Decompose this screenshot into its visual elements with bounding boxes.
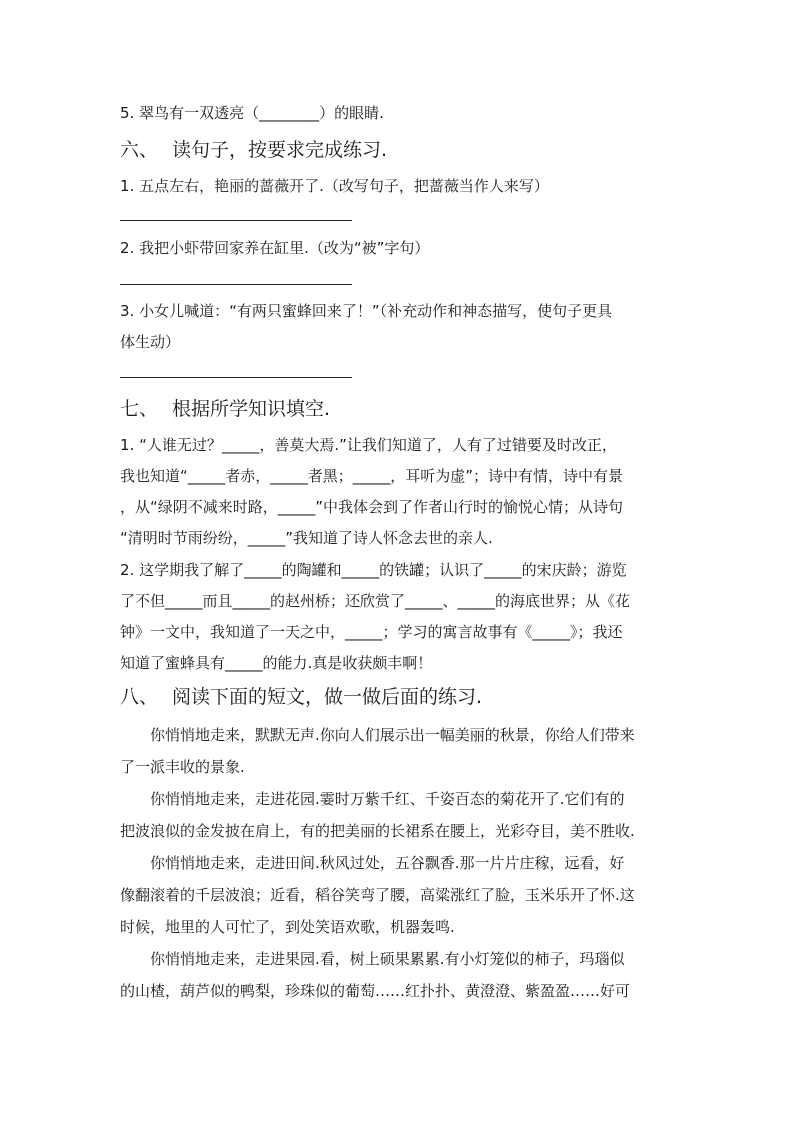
section-6-number: 六、 — [120, 139, 159, 161]
passage-line: 你悄悄地走来，走进果园.看，树上硕果累累.有小灯笼似的柿子，玛瑙似 — [150, 950, 625, 968]
passage-line: 了一派丰收的景象. — [120, 758, 245, 776]
passage-line: 你悄悄地走来，默默无声.你向人们展示出一幅美丽的秋景，你给人们带来 — [150, 726, 635, 744]
section-7-p1-line-2: 我也知道“_____者赤，_____者黑；_____，耳听为虚”；诗中有情，诗中有景 — [120, 467, 624, 485]
section-7-p2-line-2: 了不但_____而且_____的赵州桥；还欣赏了_____、_____的海底世界；从《花 — [120, 592, 631, 610]
answer-line-6-1[interactable] — [120, 220, 352, 221]
passage-line: 像翻滚着的千层波浪；近看，稻谷笑弯了腰，高粱涨红了脸，玉米乐开了怀.这 — [120, 886, 635, 904]
passage-line: 的山楂，葫芦似的鸭梨，珍珠似的葡萄……红扑扑、黄澄澄、紫盈盈……好可 — [120, 982, 631, 1000]
passage-line: 时候，地里的人可忙了，到处笑语欢歌，机器轰鸣. — [120, 918, 455, 936]
question-5: 5. 翠鸟有一双透亮（________）的眼睛. — [120, 104, 384, 122]
section-7-p1-line-4: “清明时节雨纷纷，_____”我知道了诗人怀念去世的亲人. — [120, 529, 493, 547]
section-7-title: 根据所学知识填空. — [172, 398, 331, 420]
section-7-p2-line-1: 2. 这学期我了解了_____的陶罐和_____的铁罐；认识了_____的宋庆龄；游览 — [120, 561, 627, 579]
section-6-item-3-line-1: 3. 小女儿喊道：“有两只蜜蜂回来了！”（补充动作和神态描写，使句子更具 — [120, 302, 613, 320]
passage-line: 你悄悄地走来，走进花园.霎时万紫千红、千姿百态的菊花开了.它们有的 — [150, 790, 625, 808]
section-6-item-2: 2. 我把小虾带回家养在缸里.（改为“被”字句） — [120, 239, 430, 257]
section-8-heading — [120, 685, 482, 709]
passage-line: 把波浪似的金发披在肩上，有的把美丽的长裙系在腰上，光彩夺目，美不胜收. — [120, 822, 635, 840]
section-6-item-3-line-2: 体生动） — [120, 333, 181, 351]
section-7-p1-line-3: ，从“绿阴不减来时路，_____”中我体会到了作者山行时的愉悦心情；从诗句 — [120, 498, 624, 516]
section-6-item-1: 1. 五点左右，艳丽的蔷薇开了.（改写句子，把蔷薇当作人来写） — [120, 177, 549, 195]
section-7-p2-line-3: 钟》一文中，我知道了一天之中，_____；学习的寓言故事有《_____》；我还 — [120, 623, 623, 641]
passage-line: 你悄悄地走来，走进田间.秋风过处，五谷飘香.那一片片庄稼，远看，好 — [150, 854, 625, 872]
section-7-number: 七、 — [120, 398, 159, 420]
answer-line-6-2[interactable] — [120, 284, 352, 285]
section-6-heading — [120, 138, 387, 162]
section-7-p1-line-1: 1. “人谁无过？_____，善莫大焉.”让我们知道了，人有了过错要及时改正， — [120, 436, 617, 454]
section-6-title: 读句子，按要求完成练习. — [172, 139, 388, 161]
section-8-title: 阅读下面的短文，做一做后面的练习. — [172, 686, 483, 708]
section-7-heading — [120, 397, 330, 421]
section-7-p2-line-4: 知道了蜜蜂具有_____的能力.真是收获颇丰啊！ — [120, 654, 433, 672]
answer-line-6-3[interactable] — [120, 377, 352, 378]
section-8-number: 八、 — [120, 686, 159, 708]
